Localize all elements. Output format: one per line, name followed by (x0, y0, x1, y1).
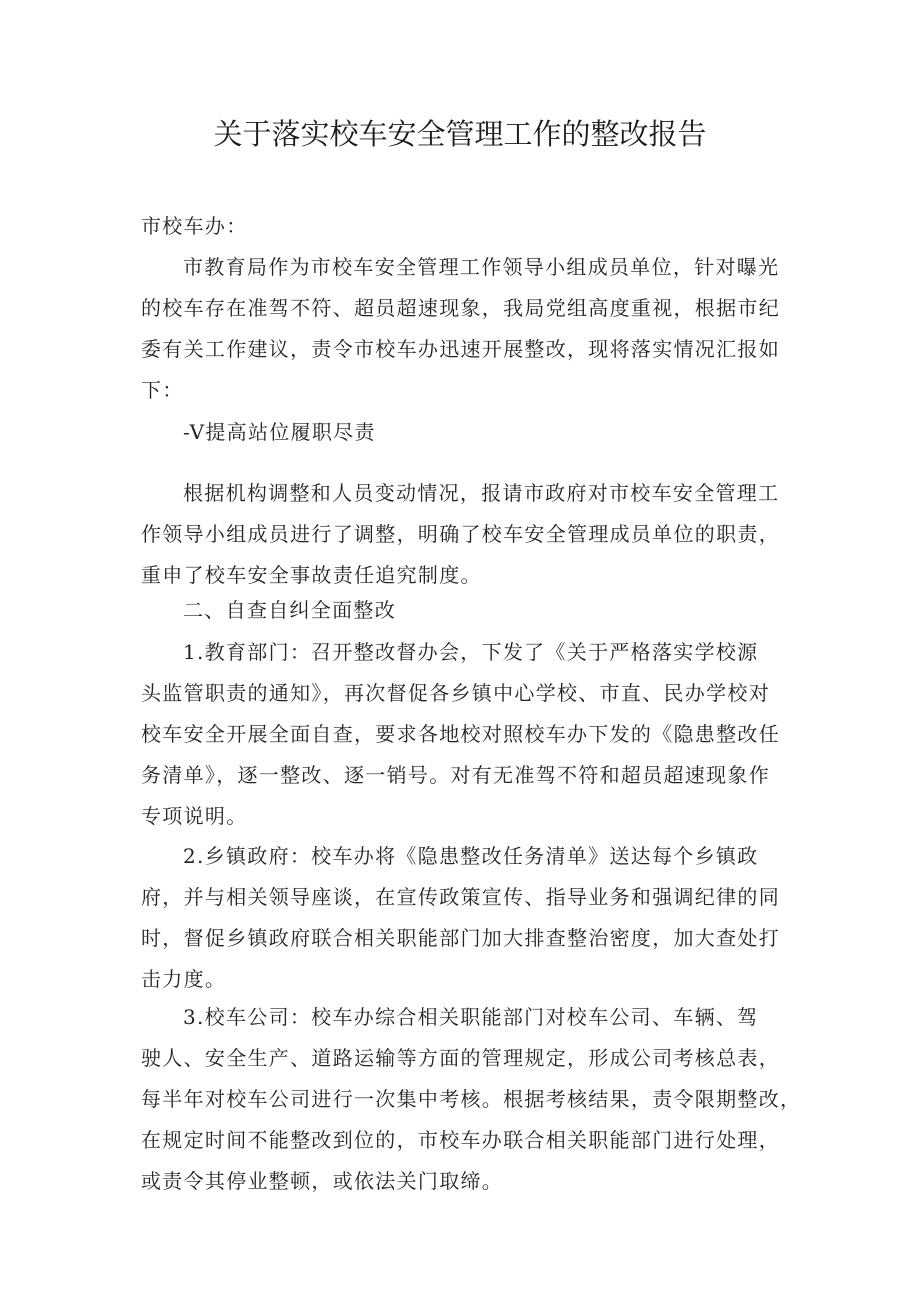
item-1-line: 专项说明。 (141, 804, 248, 828)
item-3-line: 驶人、安全生产、道路运输等方面的管理规定，形成公司考核总表， (141, 1046, 780, 1070)
item-3-line: 3.校车公司：校车办综合相关职能部门对校车公司、车辆、驾 (183, 1005, 759, 1029)
intro-line: 的校车存在准驾不符、超员超速现象，我局党组高度重视，根据市纪 (141, 296, 780, 320)
intro-paragraph (141, 247, 789, 411)
section-1-line: 作领导小组成员进行了调整，明确了校车安全管理成员单位的职责， (141, 522, 780, 546)
intro-line: 委有关工作建议，责令市校车办迅速开展整改，现将落实情况汇报如 (141, 337, 780, 361)
item-2-paragraph (141, 836, 789, 1000)
salutation-line: 市校车办： (141, 214, 248, 238)
item-2-line: 2.乡镇政府：校车办将《隐患整改任务清单》送达每个乡镇政 (183, 844, 759, 868)
section-1-line: 根据机构调整和人员变动情况，报请市政府对市校车安全管理工 (183, 481, 780, 505)
intro-line: 下： (141, 378, 184, 402)
document-title: 关于落实校车安全管理工作的整改报告 (213, 117, 707, 151)
section-1-paragraph (141, 473, 789, 596)
item-1-line: 务清单》，逐一整改、逐一销号。对有无准驾不符和超员超速现象作 (141, 763, 770, 787)
item-3-line: 在规定时间不能整改到位的，市校车办联合相关职能部门进行处理， (141, 1128, 780, 1152)
item-1-line: 校车安全开展全面自查，要求各地校对照校车办下发的《隐患整改任 (141, 722, 780, 746)
item-2-line: 府，并与相关领导座谈，在宣传政策宣传、指导业务和强调纪律的同 (141, 885, 780, 909)
item-2-line: 时，督促乡镇政府联合相关职能部门加大排查整治密度，加大查处打 (141, 926, 780, 950)
item-2-line: 击力度。 (141, 967, 227, 991)
section-heading-line: -V提高站位履职尽责 (183, 420, 376, 444)
section-1-heading (141, 412, 789, 453)
section-1-line: 重申了校车安全事故责任追究制度。 (141, 563, 482, 587)
section-2-heading (141, 590, 789, 631)
salutation (141, 206, 789, 247)
intro-line: 市教育局作为市校车安全管理工作领导小组成员单位，针对曝光 (183, 255, 780, 279)
item-3-line: 或责令其停业整顿，或依法关门取缔。 (141, 1169, 504, 1193)
item-1-line: 头监管职责的通知》，再次督促各乡镇中心学校、市直、民办学校对 (141, 681, 770, 705)
item-1-line: 1.教育部门：召开整改督办会，下发了《关于严格落实学校源 (183, 640, 759, 664)
section-heading-line: 二、自查自纠全面整改 (183, 598, 396, 622)
item-3-paragraph (141, 997, 802, 1202)
item-3-line: 每半年对校车公司进行一次集中考核。根据考核结果，责令限期整改， (141, 1087, 802, 1111)
item-1-paragraph (141, 632, 789, 837)
